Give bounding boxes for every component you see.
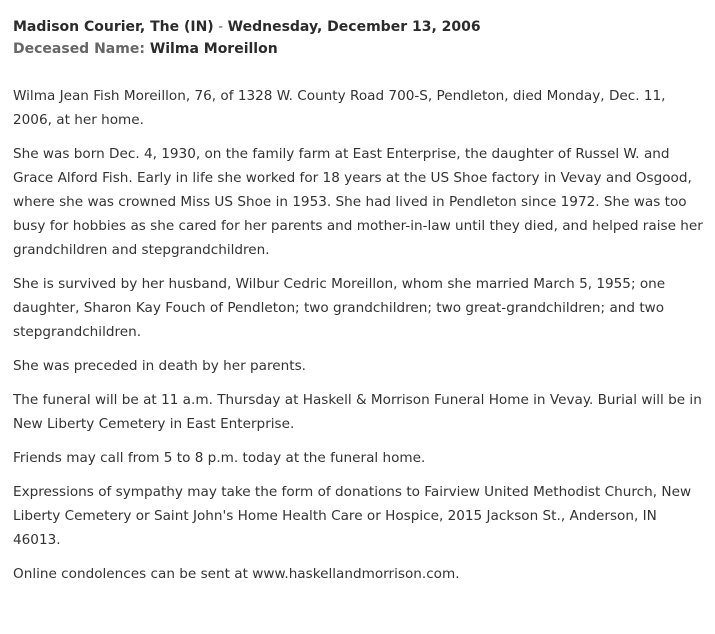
- obituary-paragraph-survivors: She is survived by her husband, Wilbur Cedric Moreillon, whom she married March 5, 1955; one daughter, Sharon Kay Fouch of Pendleton; two grandchildren; two great-grandchildren; and two stepgrandchildren.: [13, 276, 666, 340]
- publication-header: [13, 16, 703, 38]
- obituary-paragraph-visitation: Friends may call from 5 to 8 p.m. today at the funeral home.: [13, 450, 426, 466]
- publication-source: Madison Courier, The (IN): [13, 19, 214, 35]
- obituary-paragraph-death-notice: Wilma Jean Fish Moreillon, 76, of 1328 W. County Road 700-S, Pendleton, died Monday, Dec. 11, 2006, at her home.: [13, 88, 666, 128]
- deceased-name: Wilma Moreillon: [149, 41, 278, 57]
- obituary-paragraph-biography: She was born Dec. 4, 1930, on the family farm at East Enterprise, the daughter of Russel W. and Grace Alford Fish. Early in life she worked for 18 years at the US Shoe factory in Vevay and Osgood, where she was crowned Miss US Shoe in 1953. She had lived in Pendleton since 1972. She was too busy for hobbies as she cared for her parents and mother-in-law until they died, and helped raise her grandchildren and stepgrandchildren.: [13, 146, 703, 258]
- header-separator: -: [213, 19, 228, 35]
- deceased-name-line: [13, 38, 703, 60]
- obituary-paragraph-condolences: Online condolences can be sent at www.haskellandmorrison.com.: [13, 566, 460, 582]
- obituary-paragraph-donations: Expressions of sympathy may take the form of donations to Fairview United Methodist Church, New Liberty Cemetery or Saint John's Home Health Care or Hospice, 2015 Jackson St., Anderson, IN 46013.: [13, 484, 692, 548]
- publication-date: Wednesday, December 13, 2006: [227, 19, 481, 35]
- obituary-body: [13, 84, 703, 586]
- obituary-paragraph-funeral: The funeral will be at 11 a.m. Thursday at Haskell & Morrison Funeral Home in Vevay. Burial will be in New Liberty Cemetery in East Enterprise.: [13, 392, 702, 432]
- obituary-paragraph-preceded: She was preceded in death by her parents.: [13, 358, 306, 374]
- deceased-name-label: Deceased Name:: [13, 41, 145, 57]
